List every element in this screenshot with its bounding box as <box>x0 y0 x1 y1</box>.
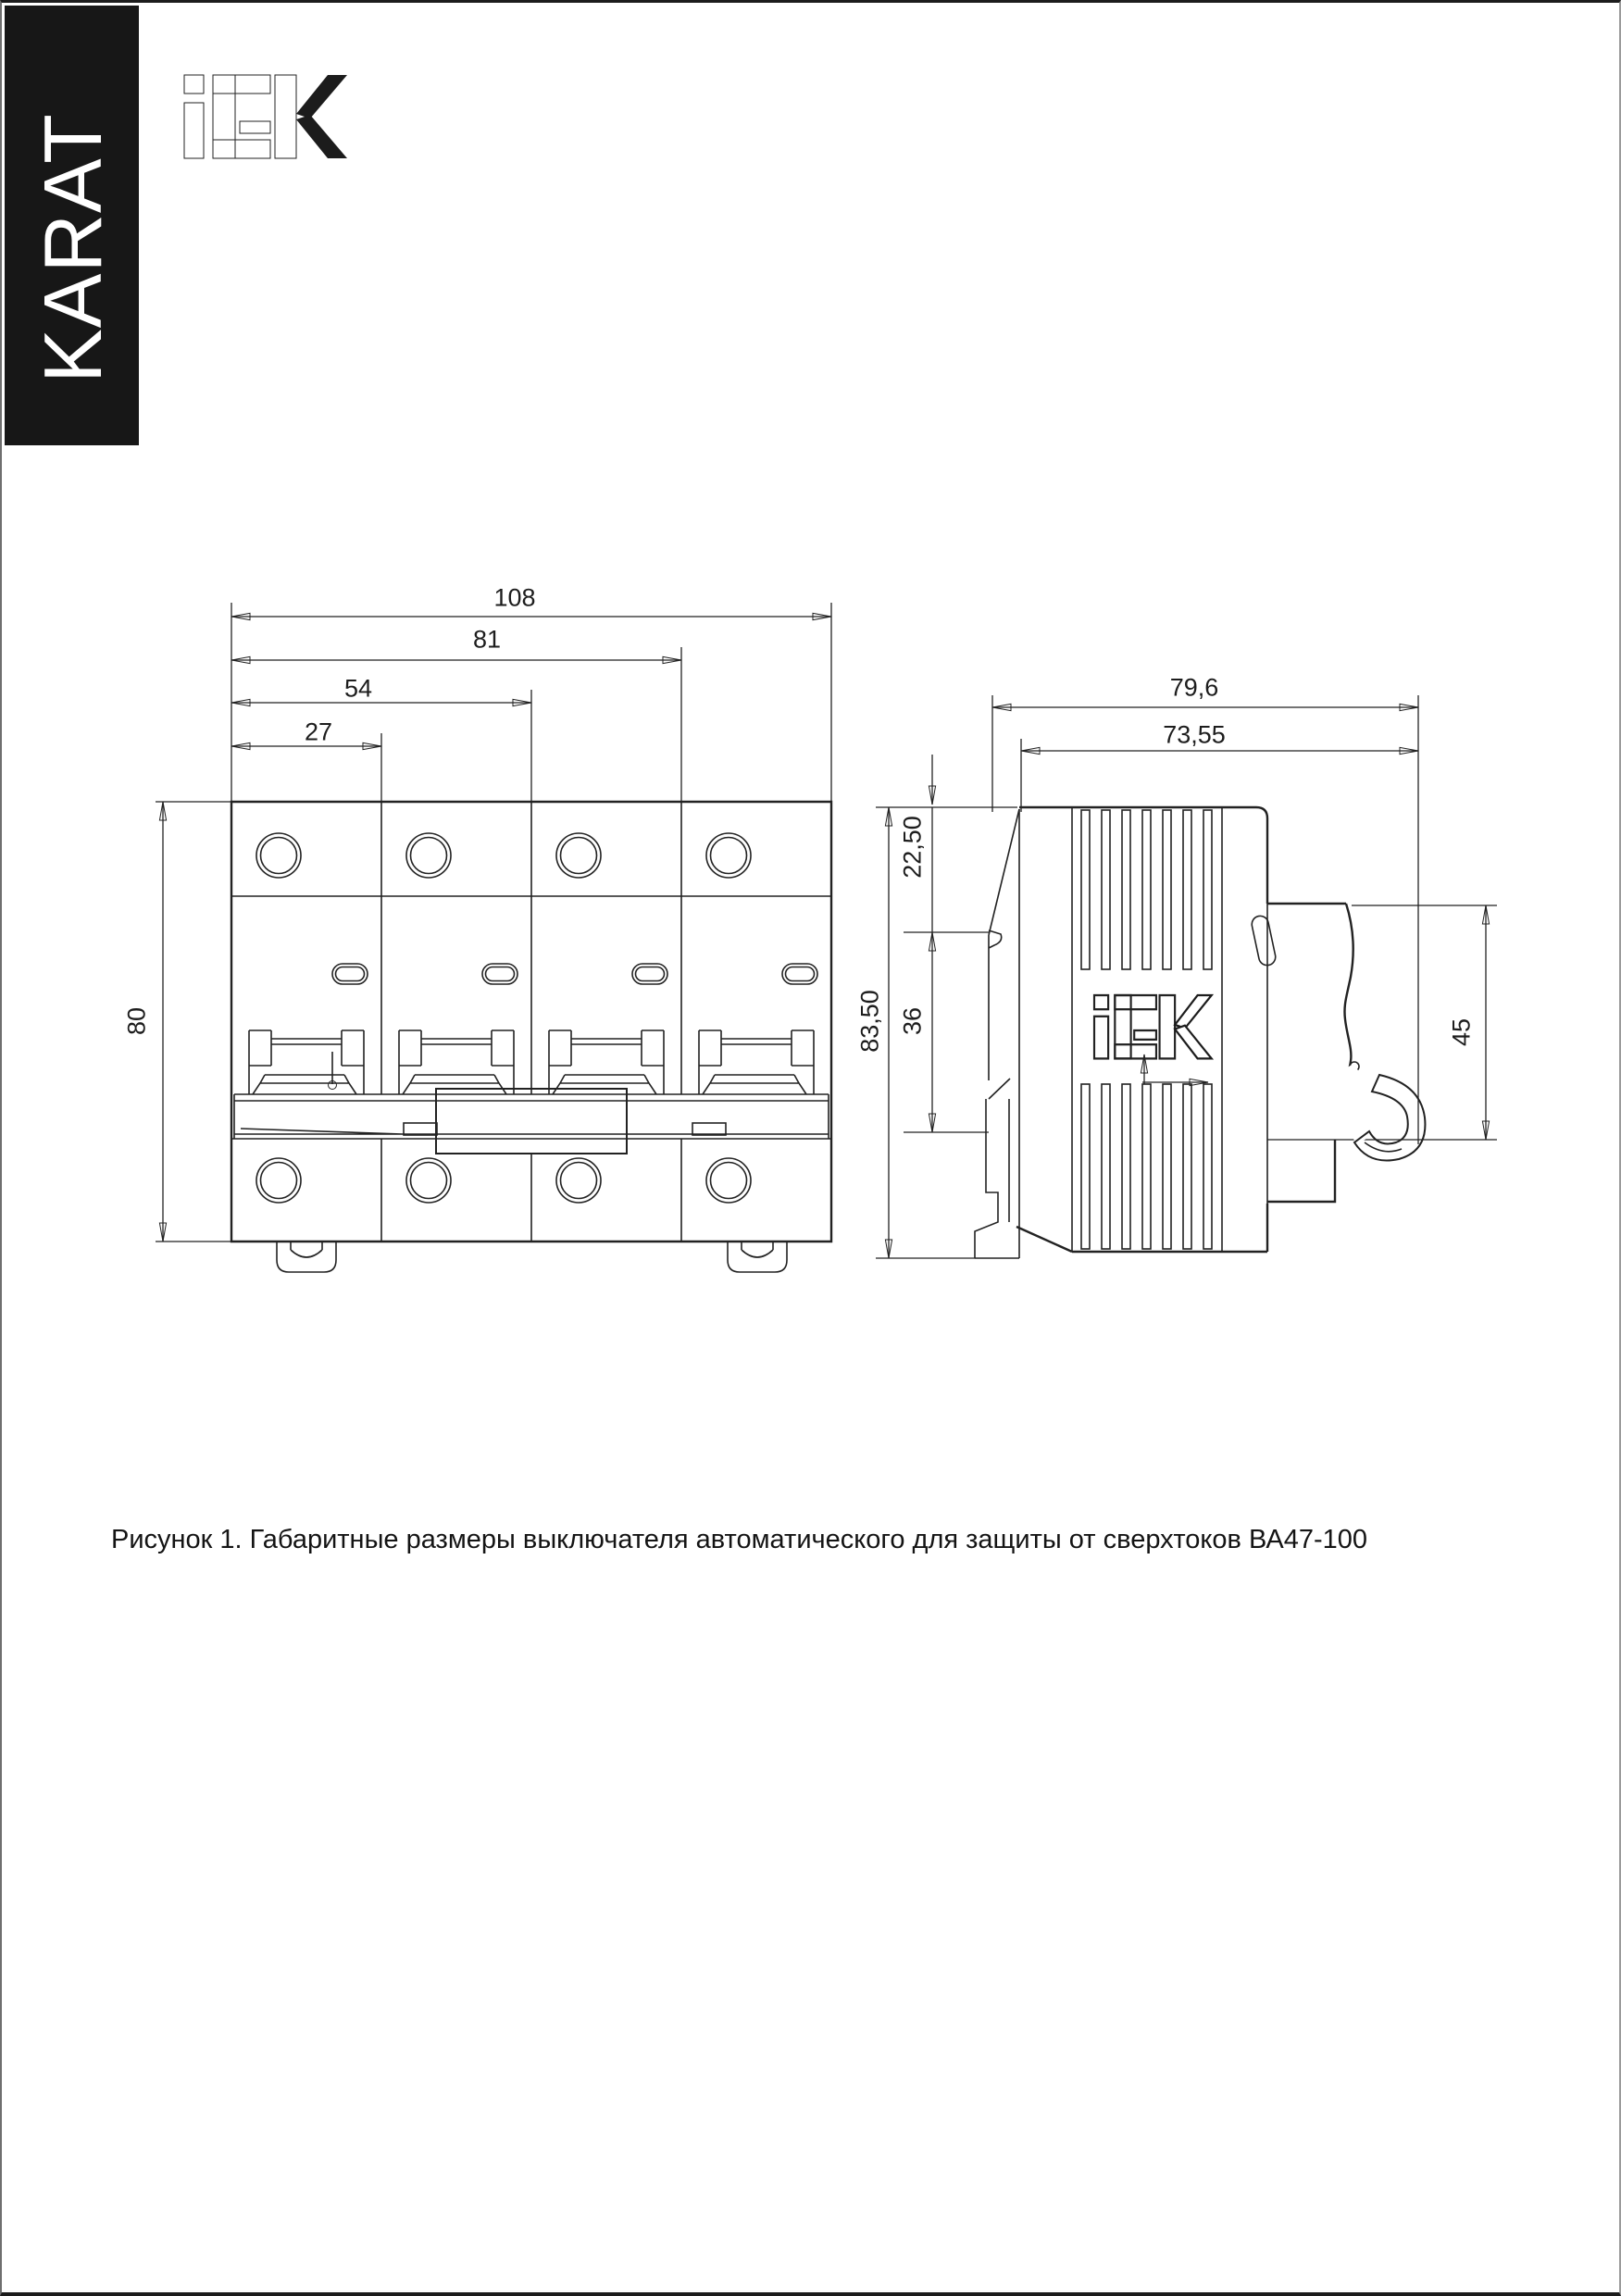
dim-label-front-three-modules: 81 <box>472 625 502 654</box>
iek-logo <box>184 75 347 158</box>
dim-label-front-two-modules: 54 <box>343 674 373 703</box>
iek-embossed-logo <box>1094 995 1212 1058</box>
dim-label-front-height: 80 <box>122 1006 151 1036</box>
dim-label-side-total-depth: 79,6 <box>1169 673 1219 702</box>
dim-label-side-body-depth: 73,55 <box>1163 720 1226 749</box>
dim-label-side-front-height: 45 <box>1447 1017 1476 1047</box>
dim-label-side-total-height: 83,50 <box>855 990 884 1053</box>
dim-label-side-rail-height: 36 <box>898 1006 927 1036</box>
dim-label-front-one-module: 27 <box>304 718 333 746</box>
brand-label: KARAT <box>27 113 118 383</box>
figure-caption: Рисунок 1. Габаритные размеры выключателя автоматического для защиты от сверхтоков ВА47-100 <box>111 1525 1368 1554</box>
dimension-drawing <box>2 3 1621 2296</box>
front-view-drawing <box>156 603 831 1272</box>
dim-label-front-total-width: 108 <box>493 583 536 612</box>
side-view-drawing <box>876 695 1497 1258</box>
dim-label-side-top-to-rail: 22,50 <box>898 816 927 879</box>
